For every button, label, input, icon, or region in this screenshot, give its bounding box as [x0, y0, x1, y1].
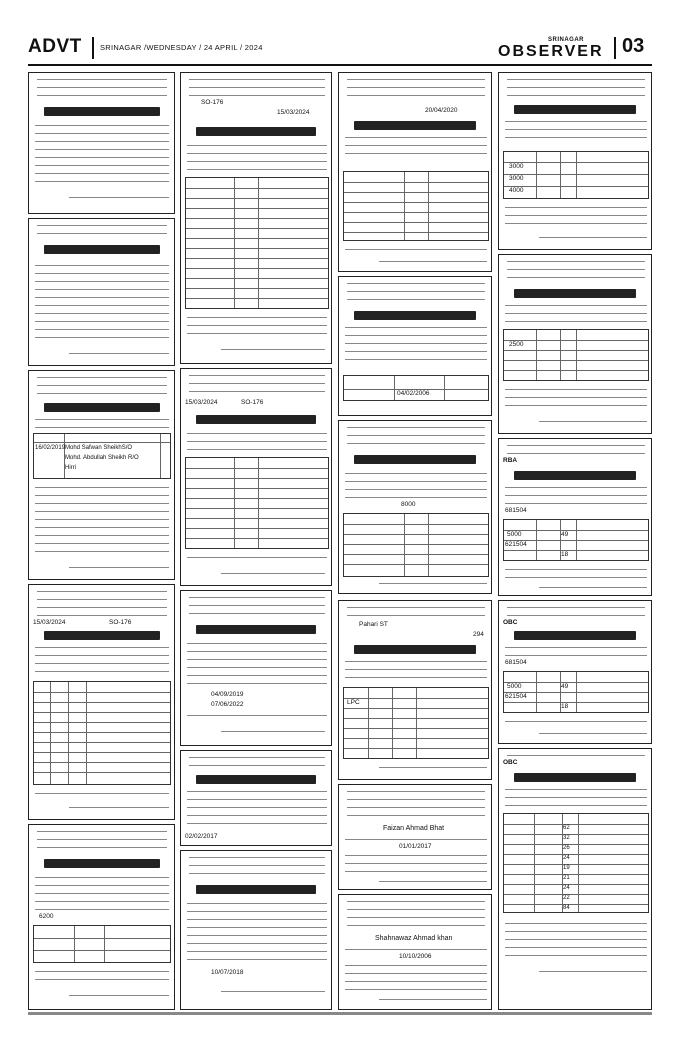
income-value: 4000 [509, 187, 524, 194]
age-value: 22 [563, 895, 570, 901]
age-value: 32 [563, 835, 570, 841]
income-value: 621504 [505, 693, 527, 700]
notice-box [180, 590, 332, 746]
age-value: 18 [561, 703, 569, 710]
page-header [28, 34, 652, 64]
paper-city: SRINAGAR [548, 37, 585, 43]
notice-box [498, 600, 652, 744]
notice-category: RBA [503, 457, 518, 464]
notice-code: SO-176 [201, 99, 224, 106]
notice-label: LPC [347, 699, 360, 706]
notice-box [180, 750, 332, 846]
notice-code: 681504 [505, 659, 527, 666]
notice-table [185, 177, 329, 309]
age-value: 62 [563, 825, 570, 831]
age-value: 49 [561, 683, 569, 690]
notice-amount: 6200 [39, 913, 54, 920]
header-divider [614, 37, 616, 59]
dateline: SRINAGAR /WEDNESDAY / 24 APRIL / 2024 [100, 43, 263, 52]
notice-box [338, 276, 492, 416]
notice-date: 10/07/2018 [211, 969, 244, 976]
notice-table [343, 375, 489, 401]
notice-name: Mohd. Abdullah Sheikh R/O [65, 455, 139, 461]
notice-date: 16/02/2019 [35, 445, 66, 451]
notice-table [185, 457, 329, 549]
age-value: 21 [563, 875, 570, 881]
notice-box [28, 824, 175, 1010]
notice-table [503, 671, 649, 713]
notice-date: 02/02/2017 [185, 833, 218, 840]
notice-date: 01/01/2017 [399, 843, 432, 850]
income-value: 5000 [507, 531, 522, 538]
notice-date: 04/09/2019 [211, 691, 244, 698]
age-value: 84 [563, 905, 570, 911]
notice-table [343, 171, 489, 241]
notice-box [28, 584, 175, 820]
notice-code: 681504 [505, 507, 527, 514]
page-number: 03 [622, 35, 645, 57]
header-divider [92, 37, 94, 59]
age-value: 19 [563, 865, 570, 871]
notice-box [338, 72, 492, 272]
notice-box [338, 600, 492, 780]
age-value: 24 [563, 885, 570, 891]
notice-box [180, 72, 332, 364]
income-value: 3000 [509, 163, 524, 170]
notice-box [28, 72, 175, 214]
age-value: 26 [563, 845, 570, 851]
notice-box [498, 438, 652, 596]
notice-date: 20/04/2020 [425, 107, 458, 114]
income-value: 3000 [509, 175, 524, 182]
notice-date: 04/02/2006 [397, 390, 430, 397]
notice-table [343, 687, 489, 759]
header-rule [28, 64, 652, 66]
notice-amount: 8000 [401, 501, 416, 508]
notice-applicant: Shahnawaz Ahmad khan [375, 935, 453, 942]
notice-table [503, 329, 649, 381]
section-label: ADVT [28, 36, 82, 57]
notice-table [503, 813, 649, 913]
notice-box [338, 894, 492, 1010]
notice-box [498, 254, 652, 434]
notice-box [498, 748, 652, 1010]
income-value: 2500 [509, 341, 524, 348]
notice-table [343, 513, 489, 577]
notice-box [498, 72, 652, 250]
notice-name: Mohd Safwan SheikhS/O [65, 445, 133, 451]
notice-code: SO-176 [109, 619, 132, 626]
notice-box [338, 420, 492, 594]
notice-table [33, 681, 171, 785]
income-value: 621504 [505, 541, 527, 548]
notice-applicant: Faizan Ahmad Bhat [383, 825, 445, 832]
notice-category: OBC [503, 619, 518, 626]
notice-date: 15/03/2024 [185, 399, 218, 406]
notice-table [33, 925, 171, 963]
notice-box [28, 370, 175, 580]
notice-name: Hirri [65, 465, 76, 471]
notice-number: 294 [473, 631, 484, 638]
notice-box [338, 784, 492, 890]
footer-rule [28, 1012, 652, 1015]
notice-table [503, 519, 649, 561]
notice-box [180, 850, 332, 1010]
notice-table [503, 151, 649, 199]
notice-date: 07/06/2022 [211, 701, 244, 708]
notice-date: 10/10/2006 [399, 953, 432, 960]
notice-box [180, 368, 332, 586]
notice-date: 15/03/2024 [277, 109, 310, 116]
notice-category: OBC [503, 759, 518, 766]
age-value: 24 [563, 855, 570, 861]
notice-code: SO-176 [241, 399, 264, 406]
notice-date: 15/03/2024 [33, 619, 66, 626]
notice-box [28, 218, 175, 366]
notice-category: Pahari ST [359, 621, 388, 628]
age-value: 18 [561, 551, 569, 558]
paper-name: OBSERVER [498, 43, 604, 60]
age-value: 49 [561, 531, 569, 538]
income-value: 5000 [507, 683, 522, 690]
